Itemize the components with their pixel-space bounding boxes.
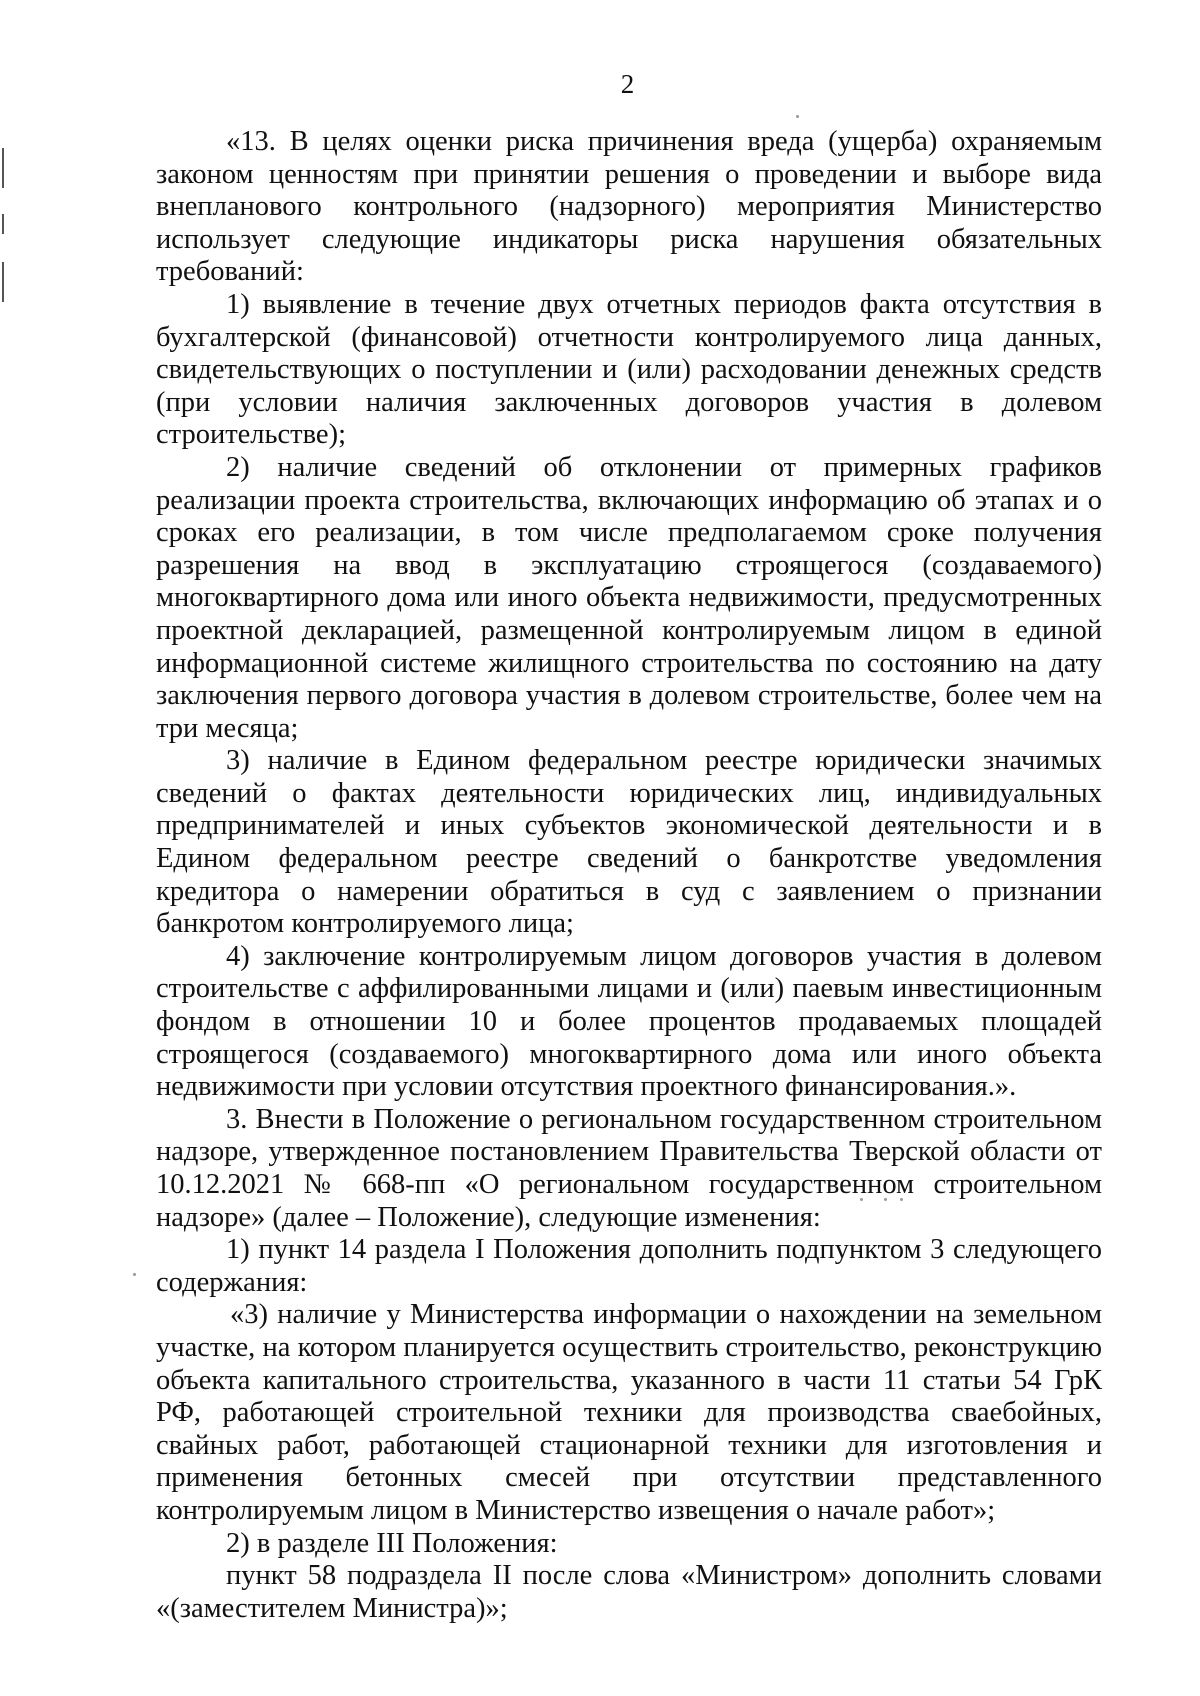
- paragraph-item-13: «13. В целях оценки риска причинения вреда (ущерба) охраняемым законом ценностям при принятии решения о проведении и выборе вида внепланового контрольного (надзорного) мероприятия Министерство использует следующие индикаторы риска нарушения обязательных требований:: [156, 126, 1102, 288]
- document-body: [156, 126, 1102, 1625]
- paragraph-subitem-2: 2) наличие сведений об отклонении от примерных графиков реализации проекта строительства, включающих информацию об этапах и о сроках его реализации, в том числе предполагаемом сроке получения разрешения на ввод в эксплуатацию строящегося (создаваемого) многоквартирного дома или иного объекта недвижимости, предусмотренных проектной декларацией, размещенной контролируемым лицом в единой информационной системе жилищного строительства по состоянию на дату заключения первого договора участия в долевом строительстве, более чем на три месяца;: [156, 451, 1102, 744]
- scan-edge-mark: [2, 148, 4, 188]
- paragraph-amendment-1: 1) пункт 14 раздела I Положения дополнить подпунктом 3 следующего содержания:: [156, 1234, 1102, 1298]
- page-number: 2: [620, 69, 635, 99]
- paragraph-subitem-1: 1) выявление в течение двух отчетных периодов факта отсутствия в бухгалтерской (финансовой) отчетности контролируемого лица данных, свидетельствующих о поступлении и (или) расходовании денежных средств (при условии наличия заключенных договоров участия в долевом строительстве);: [156, 288, 1102, 451]
- scan-speck: [133, 1273, 136, 1276]
- paragraph-item-58: пункт 58 подраздела II после слова «Министром» дополнить словами «(заместителем Министра)»;: [156, 1560, 1102, 1624]
- paragraph-section-3: 3. Внести в Положение о региональном государственном строительном надзоре, утвержденное постановлением Правительства Тверской области от 10.12.2021 № 668-пп «О региональном государственном строительном надзоре» (далее – Положение), следующие изменения:: [156, 1103, 1102, 1233]
- paragraph-amendment-2: 2) в разделе III Положения:: [226, 1527, 558, 1559]
- paragraph-subitem-4: 4) заключение контролируемым лицом договоров участия в долевом строительстве с аффилированными лицами и (или) паевым инвестиционным фондом в отношении 10 и более процентов продаваемых площадей строящегося (создаваемого) многоквартирного дома или иного объекта недвижимости при условии отсутствия проектного финансирования.».: [156, 940, 1102, 1103]
- paragraph-subitem-3: 3) наличие в Едином федеральном реестре юридически значимых сведений о фактах деятельности юридических лиц, индивидуальных предпринимателей и иных субъектов экономической деятельности и в Едином федеральном реестре сведений о банкротстве уведомления кредитора о намерении обратиться в суд с заявлением о признании банкротом контролируемого лица;: [156, 745, 1102, 940]
- paragraph-quoted-subitem-3: «3) наличие у Министерства информации о нахождении на земельном участке, на котором планируется осуществить строительство, реконструкцию объекта капитального строительства, указанного в части 11 статьи 54 ГрК РФ, работающей строительной техники для производства сваебойных, свайных работ, работающей стационарной техники для изготовления и применения бетонных смесей при отсутствии представленного контролируемым лицом в Министерство извещения о начале работ»;: [156, 1299, 1102, 1526]
- scan-edge-mark: [2, 262, 4, 302]
- scan-speck: [796, 115, 799, 118]
- scan-edge-mark: [2, 214, 4, 234]
